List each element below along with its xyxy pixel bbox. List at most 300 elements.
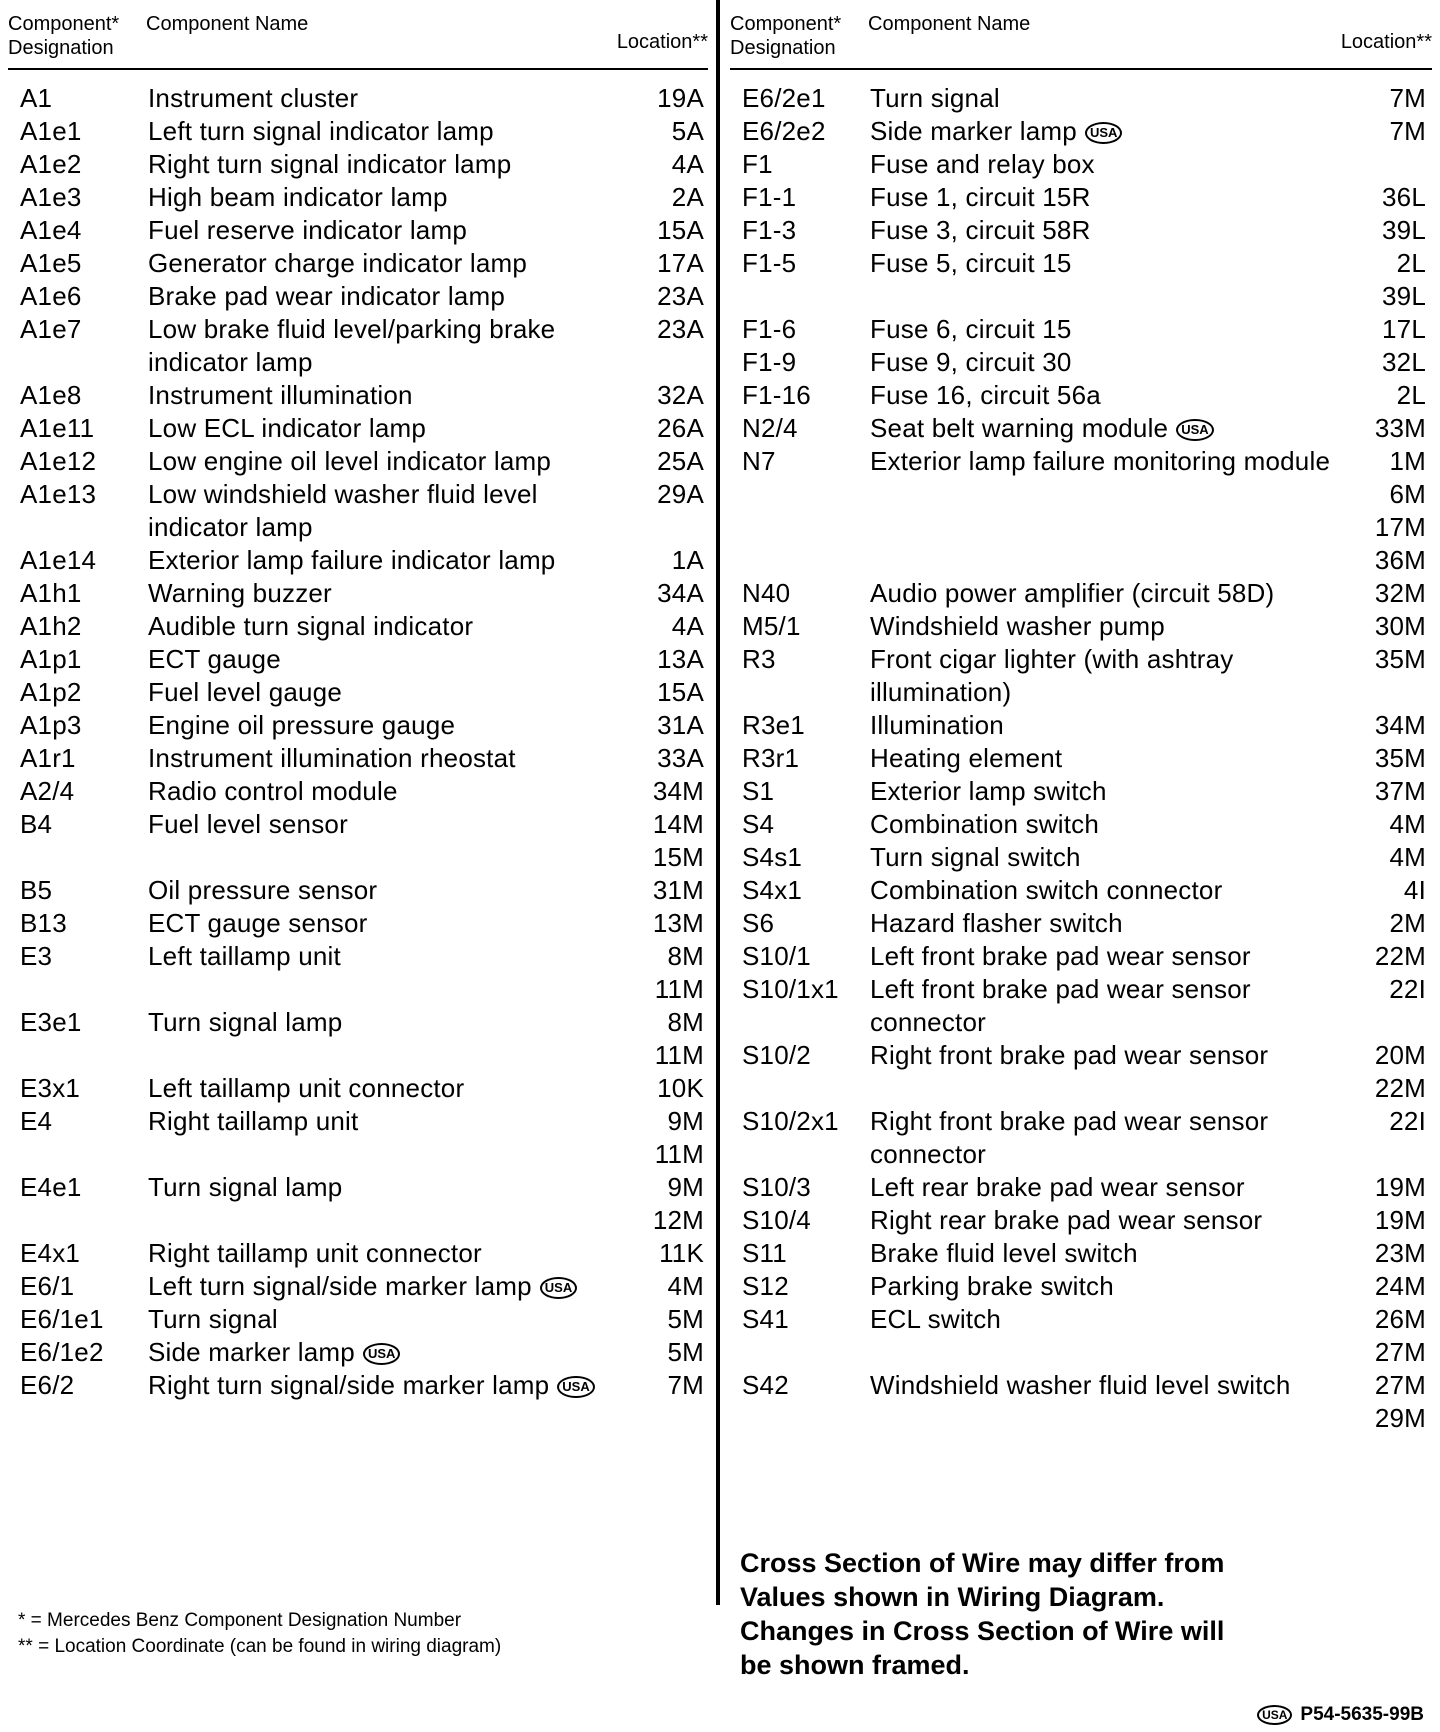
row-location: 4M: [1389, 842, 1426, 872]
row-designation: A1e13: [20, 479, 97, 509]
row-name: [148, 709, 608, 742]
row-location: 9M 11M: [654, 1106, 704, 1169]
table-row: [8, 610, 708, 643]
row-name: [870, 709, 1346, 742]
table-row: [8, 940, 708, 1006]
table-row: [8, 742, 708, 775]
right-column: [730, 0, 1432, 1433]
row-name: [870, 973, 1346, 1039]
row-name-text: Left taillamp unit: [148, 941, 341, 971]
row-name-text: Turn signal lamp: [148, 1007, 343, 1037]
row-location: 1A: [671, 545, 704, 575]
table-row: [8, 214, 708, 247]
row-name: [148, 1270, 608, 1303]
row-designation: F1-3: [742, 215, 797, 245]
row-location: 22I: [1389, 1106, 1426, 1136]
row-designation: B4: [20, 809, 53, 839]
row-name-text: Low brake fluid level/parking brake indicator lamp: [148, 314, 556, 377]
row-designation: E3e1: [20, 1007, 82, 1037]
row-designation: A1: [20, 83, 53, 113]
table-row: [730, 412, 1432, 445]
row-name: [870, 1171, 1346, 1204]
row-location: 32M: [1374, 578, 1426, 608]
row-location: 4M: [667, 1271, 704, 1301]
row-name: [870, 742, 1346, 775]
row-name: [870, 907, 1346, 940]
row-name: [148, 1369, 608, 1402]
left-header: [8, 0, 708, 66]
row-designation: A1h1: [20, 578, 82, 608]
row-designation: A1e6: [20, 281, 82, 311]
row-designation: N40: [742, 578, 791, 608]
row-name: [870, 775, 1346, 808]
row-designation: E4: [20, 1106, 53, 1136]
table-row: [8, 379, 708, 412]
row-location: 7M: [667, 1370, 704, 1400]
table-row: [730, 247, 1432, 313]
row-name: [870, 940, 1346, 973]
row-location: 30M: [1374, 611, 1426, 641]
row-name: [148, 544, 608, 577]
row-designation: N2/4: [742, 413, 798, 443]
row-location: 15A: [657, 677, 704, 707]
row-location: 13M: [652, 908, 704, 938]
row-name: [148, 181, 608, 214]
row-location: 23A: [657, 314, 704, 344]
row-name: [870, 214, 1346, 247]
row-location: 24M: [1374, 1271, 1426, 1301]
row-name: [870, 1237, 1346, 1270]
row-name: [148, 445, 608, 478]
row-name: [148, 280, 608, 313]
usa-badge-icon: USA: [1257, 1705, 1292, 1725]
row-name-text: Generator charge indicator lamp: [148, 248, 528, 278]
row-location: 8M 11M: [654, 941, 704, 1004]
row-name: [870, 1105, 1346, 1171]
table-row: [730, 775, 1432, 808]
table-row: [730, 379, 1432, 412]
row-designation: A1p3: [20, 710, 82, 740]
row-designation: N7: [742, 446, 776, 476]
row-designation: A1r1: [20, 743, 76, 773]
row-designation: F1-6: [742, 314, 797, 344]
row-name-text: Exterior lamp failure indicator lamp: [148, 545, 556, 575]
row-name-text: Oil pressure sensor: [148, 875, 378, 905]
row-name-text: Turn signal lamp: [148, 1172, 343, 1202]
row-designation: A1e14: [20, 545, 97, 575]
row-designation: E6/1e2: [20, 1337, 104, 1367]
row-designation: M5/1: [742, 611, 801, 641]
row-designation: S4x1: [742, 875, 803, 905]
row-location: 23A: [657, 281, 704, 311]
row-designation: R3r1: [742, 743, 800, 773]
row-location: 5M: [667, 1337, 704, 1367]
row-location: 33M: [1374, 413, 1426, 443]
table-row: [8, 412, 708, 445]
row-designation: A2/4: [20, 776, 75, 806]
row-designation: A1e8: [20, 380, 82, 410]
row-name: [148, 1336, 608, 1369]
row-name-text: Hazard flasher switch: [870, 908, 1123, 938]
row-name: [148, 808, 608, 841]
table-row: [8, 1270, 708, 1303]
row-designation: F1-5: [742, 248, 797, 278]
row-location: 23M: [1374, 1238, 1426, 1268]
row-location: 20M 22M: [1374, 1040, 1426, 1103]
row-name-text: Parking brake switch: [870, 1271, 1114, 1301]
right-rows: [730, 82, 1432, 1435]
row-location: 2M: [1389, 908, 1426, 938]
usa-badge-icon: USA: [1085, 122, 1122, 144]
table-row: [730, 181, 1432, 214]
row-name: [148, 313, 608, 379]
row-designation: E4e1: [20, 1172, 82, 1202]
table-row: [730, 1270, 1432, 1303]
header-rule: [730, 68, 1432, 70]
row-name: [870, 610, 1346, 643]
row-name-text: Turn signal: [148, 1304, 278, 1334]
row-location: 4A: [671, 611, 704, 641]
row-name-text: Heating element: [870, 743, 1063, 773]
row-designation: S10/1: [742, 941, 811, 971]
row-name-text: Instrument illumination: [148, 380, 413, 410]
row-designation: E6/2e2: [742, 116, 826, 146]
row-name-text: Warning buzzer: [148, 578, 332, 608]
row-location: 31A: [657, 710, 704, 740]
row-location: 19M: [1374, 1172, 1426, 1202]
table-row: [730, 445, 1432, 577]
row-location: 22I: [1389, 974, 1426, 1004]
row-location: 26A: [657, 413, 704, 443]
row-name: [148, 907, 608, 940]
row-name: [870, 1303, 1346, 1336]
row-designation: A1e7: [20, 314, 82, 344]
row-designation: S10/1x1: [742, 974, 839, 1004]
row-name-text: Right turn signal indicator lamp: [148, 149, 512, 179]
row-name: [148, 478, 608, 544]
table-row: [8, 82, 708, 115]
row-name: [148, 775, 608, 808]
row-name-text: Fuel level sensor: [148, 809, 348, 839]
row-designation: B5: [20, 875, 53, 905]
row-designation: S10/3: [742, 1172, 811, 1202]
column-divider: [716, 0, 720, 1605]
row-name-text: Right taillamp unit: [148, 1106, 359, 1136]
row-name-text: Low ECL indicator lamp: [148, 413, 427, 443]
row-designation: E3x1: [20, 1073, 81, 1103]
row-designation: S41: [742, 1304, 789, 1334]
row-name-text: Engine oil pressure gauge: [148, 710, 456, 740]
row-name: [148, 742, 608, 775]
row-name-text: Exterior lamp switch: [870, 776, 1107, 806]
table-row: [730, 115, 1432, 148]
row-name-text: Left front brake pad wear sensor connector: [870, 974, 1251, 1037]
row-location: 2A: [671, 182, 704, 212]
row-designation: A1e12: [20, 446, 97, 476]
row-designation: S6: [742, 908, 775, 938]
table-row: [8, 676, 708, 709]
table-row: [8, 478, 708, 544]
table-row: [8, 577, 708, 610]
row-designation: E6/1: [20, 1271, 75, 1301]
footnote-single-star: * = Mercedes Benz Component Designation Number: [18, 1610, 462, 1631]
row-location: 39L: [1382, 215, 1426, 245]
row-designation: A1p2: [20, 677, 82, 707]
row-designation: S4: [742, 809, 775, 839]
row-designation: A1e1: [20, 116, 82, 146]
row-name: [148, 610, 608, 643]
row-name-text: ECL switch: [870, 1304, 1002, 1334]
row-name-text: Left front brake pad wear sensor: [870, 941, 1251, 971]
row-name-text: Fuse 1, circuit 15R: [870, 182, 1091, 212]
row-location: 27M 29M: [1374, 1370, 1426, 1433]
row-location: 31M: [652, 875, 704, 905]
table-row: [730, 1039, 1432, 1105]
row-name-text: Fuse 16, circuit 56a: [870, 380, 1101, 410]
row-designation: S10/4: [742, 1205, 811, 1235]
row-name: [148, 82, 608, 115]
row-location: 33A: [657, 743, 704, 773]
row-name-text: Audible turn signal indicator: [148, 611, 474, 641]
table-row: [730, 1204, 1432, 1237]
table-row: [8, 115, 708, 148]
row-location: 5M: [667, 1304, 704, 1334]
row-name: [870, 445, 1346, 478]
row-name-text: Instrument cluster: [148, 83, 359, 113]
row-name-text: ECT gauge sensor: [148, 908, 368, 938]
row-location: 14M 15M: [652, 809, 704, 872]
row-name: [870, 1270, 1346, 1303]
row-designation: B13: [20, 908, 67, 938]
row-name-text: Side marker lamp: [148, 1337, 355, 1367]
table-row: [8, 907, 708, 940]
row-name-text: Fuse 9, circuit 30: [870, 347, 1072, 377]
row-designation: S42: [742, 1370, 789, 1400]
table-row: [730, 148, 1432, 181]
row-name: [148, 379, 608, 412]
row-name-text: Fuel level gauge: [148, 677, 342, 707]
row-designation: E6/1e1: [20, 1304, 104, 1334]
row-name-text: Exterior lamp failure monitoring module: [870, 446, 1331, 476]
wire-note: [740, 1546, 1240, 1682]
row-name: [870, 379, 1346, 412]
header-name: Component Name: [146, 13, 309, 35]
table-row: [8, 874, 708, 907]
table-row: [730, 1369, 1432, 1435]
row-name: [870, 1369, 1346, 1402]
table-row: [8, 280, 708, 313]
table-row: [8, 1105, 708, 1171]
row-location: 5A: [671, 116, 704, 146]
row-location: 2L 39L: [1382, 248, 1426, 311]
row-name-text: Combination switch connector: [870, 875, 1223, 905]
row-name: [870, 181, 1346, 214]
row-designation: S11: [742, 1238, 787, 1268]
row-name-text: Left turn signal indicator lamp: [148, 116, 494, 146]
table-row: [8, 1072, 708, 1105]
row-location: 32A: [657, 380, 704, 410]
row-designation: S4s1: [742, 842, 803, 872]
row-designation: S10/2: [742, 1040, 811, 1070]
row-designation: A1e2: [20, 149, 82, 179]
row-name: [148, 874, 608, 907]
table-row: [8, 1336, 708, 1369]
row-name-text: Left rear brake pad wear sensor: [870, 1172, 1245, 1202]
row-location: 35M: [1374, 644, 1426, 674]
table-row: [8, 709, 708, 742]
table-row: [730, 841, 1432, 874]
table-row: [8, 247, 708, 280]
row-name-text: Fuse 6, circuit 15: [870, 314, 1072, 344]
row-name: [148, 1303, 608, 1336]
row-name-text: Fuse 3, circuit 58R: [870, 215, 1091, 245]
row-name: [148, 148, 608, 181]
table-row: [8, 1237, 708, 1270]
row-name: [870, 313, 1346, 346]
row-designation: A1h2: [20, 611, 82, 641]
row-designation: F1-1: [742, 182, 797, 212]
row-designation: A1e11: [20, 413, 95, 443]
row-location: 19A: [657, 83, 704, 113]
table-row: [730, 1171, 1432, 1204]
row-name-text: Seat belt warning module: [870, 413, 1169, 443]
row-location: 7M: [1389, 83, 1426, 113]
row-location: 9M 12M: [652, 1172, 704, 1235]
row-designation: F1-16: [742, 380, 811, 410]
row-location: 32L: [1382, 347, 1426, 377]
footnotes: [18, 1608, 501, 1660]
row-location: 1M 6M 17M 36M: [1374, 446, 1426, 575]
row-name: [870, 643, 1346, 709]
row-name-text: High beam indicator lamp: [148, 182, 448, 212]
row-location: 4M: [1389, 809, 1426, 839]
table-row: [730, 313, 1432, 346]
row-name-text: ECT gauge: [148, 644, 281, 674]
header-rule: [8, 68, 708, 70]
row-location: 34A: [657, 578, 704, 608]
table-row: [8, 775, 708, 808]
figure-code-text: P54-5635-99B: [1300, 1704, 1424, 1725]
row-location: 11K: [659, 1238, 704, 1268]
row-designation: F1: [742, 149, 773, 179]
row-designation: E6/2e1: [742, 83, 826, 113]
table-row: [8, 544, 708, 577]
row-name-text: Windshield washer fluid level switch: [870, 1370, 1291, 1400]
header-location: Location**: [1340, 31, 1432, 53]
row-name: [870, 346, 1346, 379]
row-name-text: Audio power amplifier (circuit 58D): [870, 578, 1275, 608]
row-name-text: Windshield washer pump: [870, 611, 1165, 641]
table-row: [730, 808, 1432, 841]
usa-badge-icon: USA: [363, 1343, 400, 1365]
row-name-text: Low engine oil level indicator lamp: [148, 446, 552, 476]
table-row: [730, 973, 1432, 1039]
row-name-text: Low windshield washer fluid level indicator lamp: [148, 479, 538, 542]
row-name: [870, 148, 1346, 181]
table-row: [8, 1171, 708, 1237]
row-name: [870, 841, 1346, 874]
row-name: [870, 1039, 1346, 1072]
row-location: 22M: [1374, 941, 1426, 971]
row-location: 7M: [1389, 116, 1426, 146]
row-name: [148, 1237, 608, 1270]
table-row: [730, 940, 1432, 973]
row-name: [148, 115, 608, 148]
row-designation: S12: [742, 1271, 789, 1301]
row-name-text: Fuse and relay box: [870, 149, 1095, 179]
row-name-text: Illumination: [870, 710, 1004, 740]
row-name: [148, 643, 608, 676]
row-location: 4I: [1403, 875, 1426, 905]
row-designation: S10/2x1: [742, 1106, 839, 1136]
left-rows: [8, 82, 708, 1402]
wire-note-line1: Cross Section of Wire may differ from Values shown in Wiring Diagram.: [740, 1548, 1225, 1612]
table-row: [730, 610, 1432, 643]
row-name-text: Combination switch: [870, 809, 1100, 839]
row-name-text: Right turn signal/side marker lamp: [148, 1370, 550, 1400]
row-location: 36L: [1382, 182, 1426, 212]
row-name-text: Instrument illumination rheostat: [148, 743, 516, 773]
row-location: 17A: [657, 248, 704, 278]
row-location: 10K: [657, 1073, 704, 1103]
row-designation: E6/2: [20, 1370, 75, 1400]
row-name: [870, 412, 1346, 445]
header-designation: Component* Designation: [8, 13, 120, 59]
table-row: [730, 346, 1432, 379]
usa-badge-icon: USA: [557, 1376, 594, 1398]
table-row: [8, 643, 708, 676]
table-row: [730, 874, 1432, 907]
table-row: [8, 1303, 708, 1336]
row-name: [148, 577, 608, 610]
row-name: [148, 1171, 608, 1204]
table-row: [8, 445, 708, 478]
row-name: [148, 676, 608, 709]
row-name-text: Fuse 5, circuit 15: [870, 248, 1072, 278]
row-name: [148, 412, 608, 445]
table-row: [730, 742, 1432, 775]
table-row: [8, 808, 708, 874]
row-name-text: Brake fluid level switch: [870, 1238, 1138, 1268]
table-row: [730, 709, 1432, 742]
row-designation: A1e5: [20, 248, 82, 278]
figure-code: [1249, 1704, 1424, 1726]
row-name-text: Left taillamp unit connector: [148, 1073, 465, 1103]
row-designation: F1-9: [742, 347, 797, 377]
row-name-text: Front cigar lighter (with ashtray illumination): [870, 644, 1234, 707]
row-name: [870, 115, 1346, 148]
row-name-text: Left turn signal/side marker lamp: [148, 1271, 532, 1301]
row-name-text: Brake pad wear indicator lamp: [148, 281, 505, 311]
row-location: 35M: [1374, 743, 1426, 773]
row-name: [870, 1204, 1346, 1237]
row-designation: E4x1: [20, 1238, 81, 1268]
row-designation: S1: [742, 776, 775, 806]
header-location: Location**: [616, 31, 708, 53]
row-name: [870, 874, 1346, 907]
table-row: [730, 1237, 1432, 1270]
row-location: 34M: [1374, 710, 1426, 740]
table-row: [730, 577, 1432, 610]
usa-badge-icon: USA: [1176, 419, 1213, 441]
footnote-double-star: ** = Location Coordinate (can be found in wiring diagram): [18, 1636, 502, 1657]
row-designation: R3: [742, 644, 776, 674]
table-row: [730, 82, 1432, 115]
usa-badge-icon: USA: [540, 1277, 577, 1299]
row-location: 13A: [657, 644, 704, 674]
table-row: [8, 1006, 708, 1072]
row-location: 19M: [1374, 1205, 1426, 1235]
